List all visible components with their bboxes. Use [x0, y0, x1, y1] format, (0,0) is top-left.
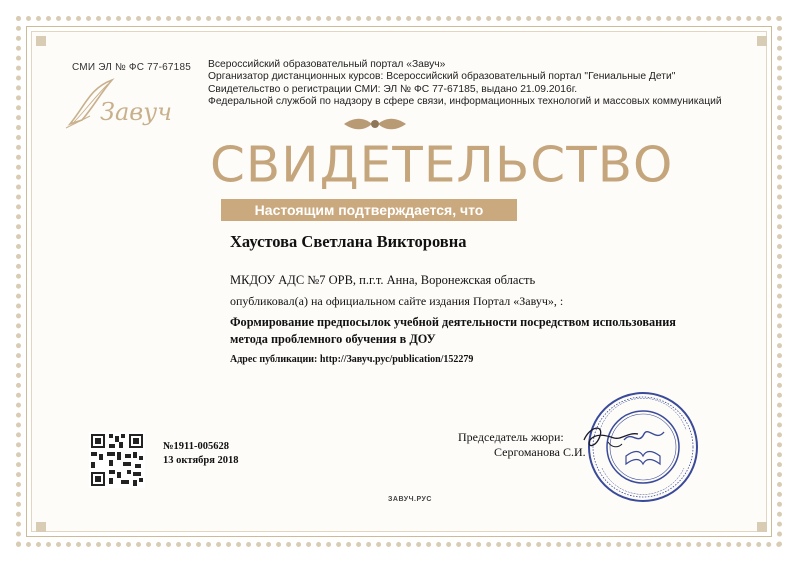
registration-code: СМИ ЭЛ № ФС 77-67185 — [72, 62, 191, 73]
header-line: Федеральной службой по надзору в сфере связи, информационных технологий и массовых коммуникаций — [208, 95, 722, 107]
header-line: Свидетельство о регистрации СМИ: ЭЛ № ФС 77-67185, выдано 21.09.2016г. — [208, 83, 578, 95]
header-line: Всероссийский образовательный портал «Завуч» — [208, 59, 446, 70]
header-block — [208, 59, 722, 108]
qr-code-icon — [89, 432, 145, 488]
confirmation-banner: Настоящим подтверждается, что — [221, 199, 517, 221]
published-text: опубликовал(а) на официальном сайте издания Портал «Завуч», : — [230, 294, 564, 308]
footer-site: ЗАВУЧ.РУС — [388, 496, 432, 503]
corner-ornament — [757, 36, 767, 46]
quill-logo-icon — [60, 76, 200, 136]
corner-ornament — [36, 36, 46, 46]
corner-ornament — [757, 522, 767, 532]
header-line: Организатор дистанционных курсов: Всероссийский образовательный портал "Гениальные Дети" — [208, 71, 676, 83]
publication-address: Адрес публикации: http://Завуч.рус/publication/152279 — [230, 354, 474, 365]
organization: МКДОУ АДС №7 ОРВ, п.г.т. Анна, Воронежская область — [230, 273, 536, 287]
certificate-title: СВИДЕТЕЛЬСТВО — [210, 136, 674, 194]
publication-topic: Формирование предпосылок учебной деятельности посредством использования метода проблемного обучения в ДОУ — [230, 315, 676, 346]
document-number-block — [163, 440, 239, 468]
ornament-icon — [342, 115, 408, 133]
signature-icon — [578, 418, 648, 458]
chair-label: Председатель жюри: — [458, 430, 564, 444]
corner-ornament — [36, 522, 46, 532]
svg-text:Завуч: Завуч — [100, 98, 173, 126]
chair-name: Сергоманова С.И. — [494, 445, 586, 459]
document-number: №1911-005628 — [163, 441, 229, 452]
recipient-name: Хаустова Светлана Викторовна — [230, 232, 467, 251]
document-date: 13 октября 2018 — [163, 455, 239, 466]
